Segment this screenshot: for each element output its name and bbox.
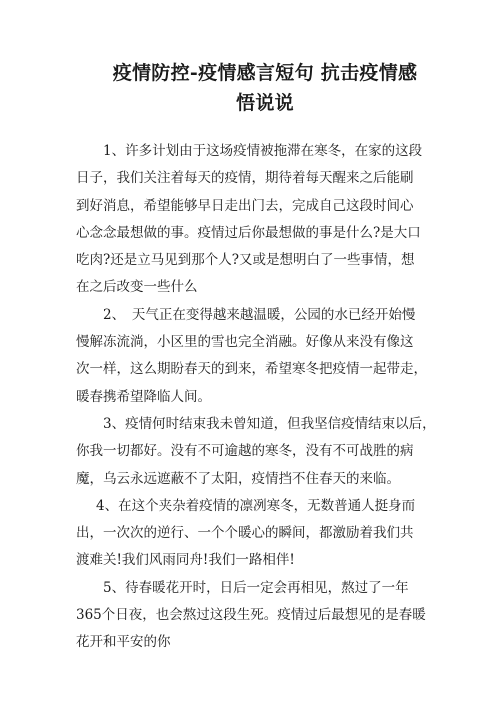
paragraph-1 <box>76 138 434 302</box>
paragraph-line: 4、在这个夹杂着疫情的凛冽寒冬，无数普通人挺身而 <box>96 497 416 514</box>
paragraph-line: 3、疫情何时结束我未曾知道，但我坚信疫情结束以后， <box>103 415 436 432</box>
paragraph-line: 暖春携希望降临人间。 <box>76 388 211 405</box>
paragraph-line: 吃肉?还是立马见到那个人?又或是想明白了一些事情，想 <box>76 252 415 269</box>
paragraph-line: 慢解冻流淌，小区里的雪也完全消融。好像从来没有像这 <box>76 334 414 351</box>
paragraph-line: 你我一切都好。没有不可逾越的寒冬，没有不可战胜的病 <box>76 443 414 460</box>
paragraph-line: 5、待春暖花开时，日后一定会再相见，熬过了一年 <box>103 579 409 596</box>
paragraph-line: 日子，我们关注着每天的疫情，期待着每天醒来之后能刷 <box>76 170 414 187</box>
paragraph-line: 出，一次次的逆行、一个个暖心的瞬间，都激励着我们共 <box>76 525 414 542</box>
title-line-1: 疫情防控-疫情感言短句 抗击疫情感 <box>112 62 418 84</box>
paragraph-line: 次一样，这么期盼春天的到来，希望寒冬把疫情一起带走， <box>76 361 427 378</box>
paragraph-line: 魔，乌云永远遮蔽不了太阳，疫情挡不住春天的来临。 <box>76 470 400 487</box>
paragraph-line: 渡难关!我们风雨同舟!我们一路相伴! <box>76 552 295 569</box>
paragraph-line: 花开和平安的你 <box>76 634 171 651</box>
paragraph-5 <box>76 575 434 657</box>
paragraph-line: 心念念最想做的事。疫情过后你最想做的事是什么?是大口 <box>76 224 421 241</box>
paragraph-3 <box>76 411 434 493</box>
title-line-2: 悟说说 <box>236 92 294 114</box>
paragraph-line: 1、许多计划由于这场疫情被拖滞在寒冬，在家的这段 <box>103 143 423 159</box>
paragraph-2 <box>76 302 434 411</box>
paragraph-line: 在之后改变一些什么 <box>76 279 198 296</box>
document-body <box>76 138 434 657</box>
paragraph-line: 365个日夜，也会熬过这段生死。疫情过后最想见的是春暖 <box>76 607 426 624</box>
paragraph-line: 到好消息，希望能够早日走出门去，完成自己这段时间心 <box>76 197 414 214</box>
paragraph-line: 2、 天气正在变得越来越温暖，公园的水已经开始慢 <box>103 306 416 323</box>
document-title <box>105 58 425 118</box>
paragraph-4 <box>76 493 434 575</box>
